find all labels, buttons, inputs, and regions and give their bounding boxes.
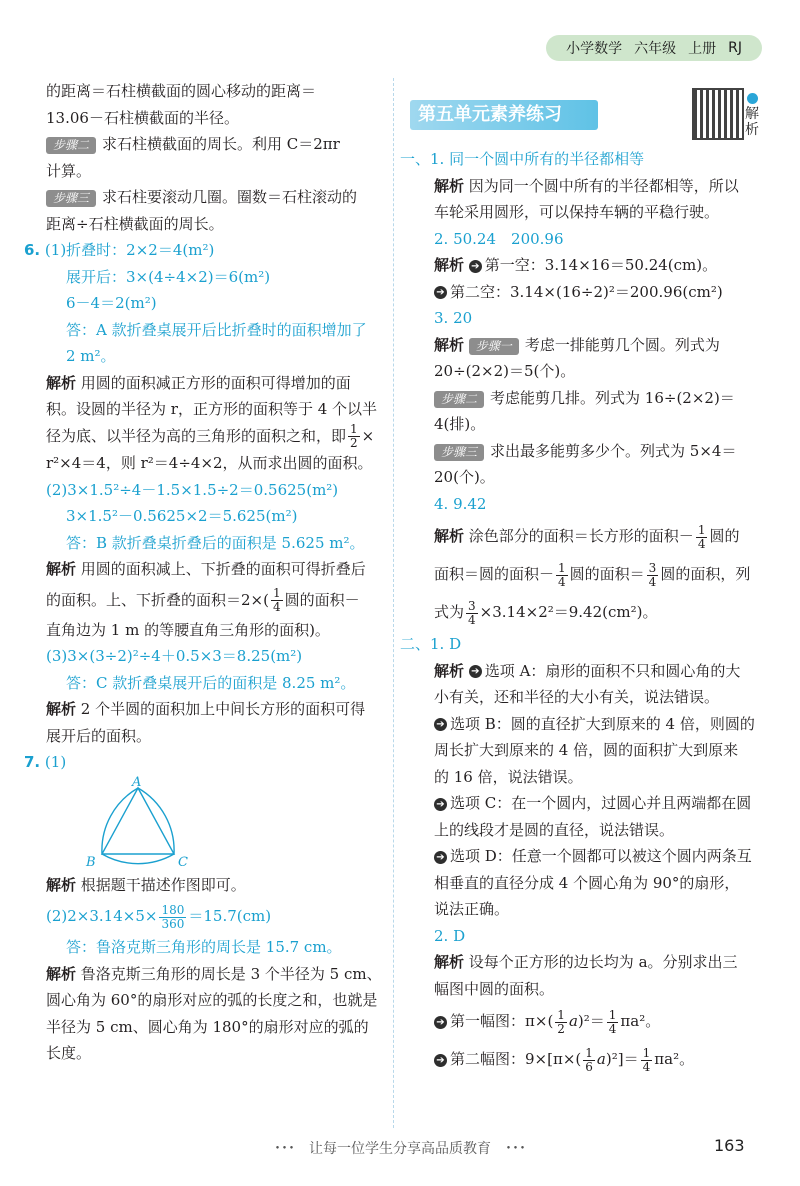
- answer-line: 3. 20: [434, 309, 473, 327]
- analysis-label: 解析: [434, 335, 465, 354]
- arrow-icon: ➔: [469, 665, 482, 678]
- formula-line: ➔ 第二幅图：9×[π×( $\frac{1}{6}$ a)²]＝ $\frac{1}{4}$ πa²。: [410, 1040, 762, 1078]
- fraction: $\frac{1}{2}$: [350, 422, 358, 450]
- analysis-line: 解析 用圆的面积减上、下折叠的面积可得折叠后: [46, 560, 366, 578]
- answer-line: 二、1. D: [400, 635, 462, 653]
- qr-code-icon[interactable]: [692, 88, 744, 140]
- reuleaux-svg: [66, 776, 226, 872]
- right-column: [400, 146, 762, 1078]
- analysis-label: 解析: [46, 875, 77, 894]
- answer-line: 展开后：3×(4÷4×2)＝6(m²): [66, 267, 271, 286]
- arrow-icon: ➔: [434, 798, 447, 811]
- analysis-line: 解析 设每个正方形的边长均为 a。分别求出三: [434, 953, 738, 971]
- arrow-icon: ➔: [434, 718, 447, 731]
- answer-line: (3)3×(3÷2)²÷4＋0.5×3＝8.25(m²): [46, 647, 303, 665]
- analysis-label: 解析: [46, 964, 77, 983]
- analysis-line: 解析 根据题干描述作图即可。: [46, 875, 246, 894]
- reuleaux-arc: [102, 788, 174, 864]
- text-line: 相垂直的直径分成 4 个圆心角为 90°的扇形，: [434, 873, 740, 892]
- analysis-label: 解析: [46, 560, 77, 578]
- text-line: 积。设圆的半径为 r，正方形的面积等于 4 个以半: [46, 400, 378, 418]
- arrow-icon: ➔: [434, 1054, 447, 1067]
- answer-line: 6. (1)折叠时：2×2＝4(m²): [24, 241, 215, 259]
- answer-line: 2. D: [434, 926, 466, 945]
- analysis-label: 解析: [434, 256, 465, 274]
- step-badge: 步骤一: [469, 338, 519, 355]
- text-line: 幅图中圆的面积。: [434, 979, 555, 998]
- text-line: 式为 $\frac{3}{4}$ ×3.14×2²＝9.42(cm²)。: [434, 598, 658, 627]
- header-term: 上册: [688, 41, 717, 57]
- analysis-label: 解析: [434, 953, 465, 971]
- analysis-label: 解析: [434, 661, 465, 680]
- reuleaux-figure: [46, 776, 382, 872]
- fraction: $\frac{1}{6}$: [585, 1045, 593, 1074]
- fraction: $\frac{1}{4}$: [272, 586, 281, 614]
- fraction: $\frac{1}{2}$: [557, 1007, 565, 1036]
- text-line: 圆心角为 60°的扇形对应的弧的长度之和，也就是: [46, 991, 378, 1009]
- answer-line: 答：鲁洛克斯三角形的周长是 15.7 cm。: [66, 938, 342, 956]
- qr-label: 解析: [745, 106, 759, 138]
- fraction: $\frac{1}{4}$: [608, 1007, 617, 1036]
- analysis-line: 解析 涂色部分的面积＝长方形的面积－ $\frac{1}{4}$ 圆的: [434, 522, 740, 551]
- fraction: $\frac{1}{4}$: [642, 1045, 651, 1074]
- step-line: 步骤二 考虑能剪几排。列式为 16÷(2×2)＝: [410, 385, 762, 412]
- step-line: 步骤二 求石柱横截面的周长。利用 C＝2πr: [46, 131, 382, 158]
- analysis-line: 解析 ➔ 第一空：3.14×16＝50.24(cm)。: [434, 256, 718, 274]
- text-line: 距离÷石柱横截面的周长。: [46, 214, 224, 233]
- vertex-label-A: A: [132, 775, 142, 790]
- question-number: 6.: [24, 241, 41, 259]
- answer-line: (2)3×1.5²÷4－1.5×1.5÷2＝0.5625(m²): [46, 480, 339, 499]
- question-number: 7.: [24, 753, 41, 771]
- formula-line: ➔ 第一幅图：π×( $\frac{1}{2}$ a)²＝ $\frac{1}{4}$ πa²。: [410, 1002, 762, 1040]
- answer-line: 7. (1): [24, 753, 67, 771]
- answer-line: 3×1.5²－0.5625×2＝5.625(m²): [66, 507, 298, 525]
- text-line: 直角边为 1 m 的等腰直角三角形的面积)。: [46, 620, 330, 639]
- left-column: [24, 78, 382, 1067]
- step-line: 步骤三 求出最多能剪多少个。列式为 5×4＝: [410, 438, 762, 465]
- text-line: 周长扩大到原来的 4 倍，圆的面积扩大到原来: [434, 741, 739, 759]
- answer-line: 6－4＝2(m²): [66, 294, 157, 312]
- analysis-line: 解析 步骤一 考虑一排能剪几个圆。列式为: [434, 335, 720, 354]
- arrow-icon: ➔: [434, 1016, 447, 1029]
- play-icon: [747, 93, 758, 104]
- text-line: 的距离＝石柱横截面的圆心移动的距离＝: [46, 82, 317, 100]
- arrow-icon: ➔: [434, 286, 447, 299]
- vertex-label-C: C: [178, 854, 188, 870]
- text-line: 说法正确。: [434, 900, 510, 918]
- text-line: 上的线段才是圆的直径，说法错误。: [434, 820, 675, 839]
- step-badge: 步骤二: [46, 137, 96, 154]
- text-line: 计算。: [46, 161, 92, 180]
- text-line: 20÷(2×2)＝5(个)。: [434, 362, 576, 380]
- header-bar: [546, 35, 762, 61]
- text-line: 的面积。上、下折叠的面积＝2×( $\frac{1}{4}$ 圆的面积－: [46, 586, 360, 614]
- step-badge: 步骤三: [46, 190, 96, 207]
- analysis-label: 解析: [46, 373, 77, 392]
- analysis-line: 解析 2 个半圆的面积加上中间长方形的面积可得: [46, 700, 366, 718]
- answer-line: 答：A 款折叠桌展开后比折叠时的面积增加了: [66, 320, 367, 339]
- arrow-icon: ➔: [434, 851, 447, 864]
- page-number: 163: [714, 1136, 745, 1155]
- text-line: 半径为 5 cm、圆心角为 180°的扇形对应的弧的: [46, 1017, 369, 1036]
- analysis-label: 解析: [434, 527, 465, 545]
- fraction: $\frac{3}{4}$: [648, 560, 657, 589]
- header-subject: 小学数学: [566, 41, 623, 57]
- text-line: 20(个)。: [434, 468, 495, 486]
- text-line: 面积＝圆的面积－ $\frac{1}{4}$ 圆的面积＝ $\frac{3}{4}$ 圆的面积，列: [434, 560, 751, 589]
- step-line: 步骤三 求石柱要滚动几圈。圈数＝石柱滚动的: [46, 184, 382, 211]
- fraction: $\frac{180}{360}$: [161, 902, 185, 931]
- analysis-line: 解析 用圆的面积减正方形的面积可得增加的面: [46, 373, 351, 392]
- answer-line: 答：B 款折叠桌折叠后的面积是 5.625 m²。: [66, 533, 365, 552]
- fraction: $\frac{3}{4}$: [468, 598, 476, 627]
- text-line: 长度。: [46, 1044, 92, 1062]
- arrow-icon: ➔: [469, 260, 482, 273]
- step-badge: 步骤三: [434, 444, 484, 461]
- text-line: ➔ 第二空：3.14×(16÷2)²＝200.96(cm²): [410, 279, 762, 306]
- text-line: ➔ 选项 D：任意一个圆都可以被这个圆内两条互: [410, 843, 762, 870]
- answer-line: (2)2×3.14×5× $\frac{180}{360}$ ＝15.7(cm): [46, 902, 272, 931]
- analysis-line: 解析 ➔ 选项 A：扇形的面积不只和圆心角的大: [434, 661, 741, 680]
- text-line: 13.06－石柱横截面的半径。: [46, 108, 239, 127]
- analysis-label: 解析: [46, 700, 77, 718]
- text-line: 的 16 倍，说法错误。: [434, 767, 583, 786]
- answer-line: 2. 50.24 200.96: [434, 229, 564, 248]
- fraction: $\frac{1}{4}$: [558, 560, 566, 589]
- text-line: 展开后的面积。: [46, 726, 152, 745]
- section-banner: 第五单元素养练习: [410, 100, 598, 130]
- header-grade: 六年级: [634, 41, 677, 57]
- answer-line: 答：C 款折叠桌展开后的面积是 8.25 m²。: [66, 673, 356, 692]
- text-line: ➔ 选项 B：圆的直径扩大到原来的 4 倍，则圆的: [410, 711, 762, 738]
- text-line: 车轮采用圆形，可以保持车辆的平稳行驶。: [434, 203, 720, 221]
- analysis-line: 解析 鲁洛克斯三角形的周长是 3 个半径为 5 cm、: [46, 964, 382, 983]
- triangle-outline: [102, 788, 174, 854]
- text-line: r²×4＝4，则 r²＝4÷4×2，从而求出圆的面积。: [46, 454, 373, 472]
- text-line: 径为底、以半径为高的三角形的面积之和，即 $\frac{1}{2}$ ×: [46, 422, 375, 450]
- header-edition: RJ: [728, 40, 742, 56]
- text-line: 小有关，还和半径的大小有关，说法错误。: [434, 688, 720, 706]
- column-divider: [393, 78, 394, 1128]
- analysis-label: 解析: [434, 176, 465, 195]
- footer-slogan: ･･･ 让每一位学生分享高品质教育 ･･･: [274, 1141, 526, 1157]
- answer-line: 一、1. 同一个圆中所有的半径都相等: [400, 150, 645, 168]
- fraction: $\frac{1}{4}$: [697, 522, 706, 551]
- step-badge: 步骤二: [434, 391, 484, 408]
- analysis-line: 解析 因为同一个圆中所有的半径都相等，所以: [434, 176, 739, 195]
- text-line: 4(排)。: [434, 415, 486, 433]
- answer-line: 4. 9.42: [434, 494, 487, 513]
- vertex-label-B: B: [86, 854, 96, 870]
- text-line: ➔ 选项 C：在一个圆内，过圆心并且两端都在圆: [410, 790, 762, 817]
- answer-line: 2 m²。: [66, 347, 116, 365]
